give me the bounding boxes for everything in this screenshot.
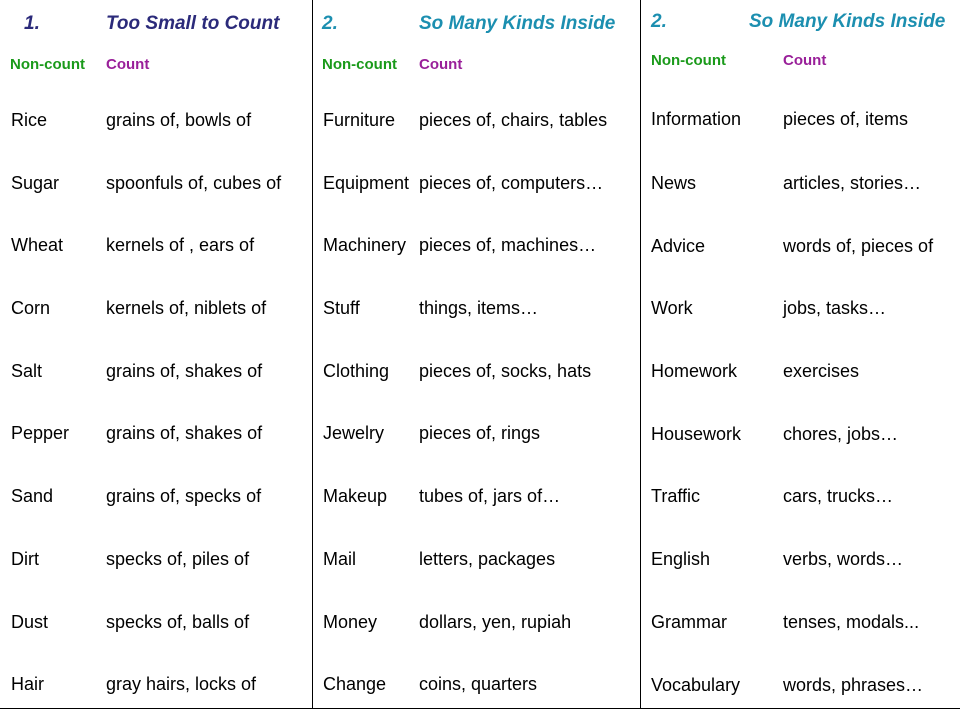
noncount-noun: Jewelry (323, 423, 385, 443)
count-expression: chores, jobs… (783, 424, 899, 444)
noncount-header: Non-count (322, 56, 397, 73)
count-expression: letters, packages (419, 549, 556, 569)
count-expression: verbs, words… (783, 549, 904, 569)
count-expression: things, items… (419, 298, 539, 318)
count-expression: pieces of, socks, hats (419, 361, 592, 381)
column-title: So Many Kinds Inside (749, 11, 946, 32)
count-expression: pieces of, items (783, 109, 909, 129)
table-row (313, 296, 640, 320)
table-row (0, 233, 312, 257)
count-header: Count (419, 56, 463, 73)
noncount-noun: Makeup (323, 486, 388, 506)
noncount-noun: Homework (651, 361, 738, 381)
noncount-noun: Furniture (323, 110, 396, 130)
count-expression: specks of, balls of (106, 612, 250, 632)
noncount-noun: Traffic (651, 486, 701, 506)
count-header: Count (106, 56, 150, 73)
table-row (641, 673, 960, 697)
column-number: 2. (322, 13, 338, 34)
table-row (0, 610, 312, 634)
count-expression: pieces of, rings (419, 423, 541, 443)
count-expression: coins, quarters (419, 674, 538, 694)
column-too-small-to-count (0, 0, 312, 708)
noncount-noun: Mail (323, 549, 357, 569)
table-row (641, 171, 960, 195)
table-row (0, 672, 312, 696)
table-row (641, 359, 960, 383)
count-expression: grains of, shakes of (106, 423, 263, 443)
noncount-noun: Grammar (651, 612, 727, 632)
table-row (313, 484, 640, 508)
noncount-noun: Salt (11, 361, 43, 381)
table-row (313, 233, 640, 257)
noncount-noun: Equipment (323, 173, 410, 193)
count-expression: kernels of, niblets of (106, 298, 267, 318)
noncount-header: Non-count (10, 56, 85, 73)
noncount-noun: Dirt (11, 549, 39, 569)
count-expression: specks of, piles of (106, 549, 250, 569)
count-expression: grains of, specks of (106, 486, 262, 506)
table-row (0, 108, 312, 132)
noncount-noun: Rice (11, 110, 48, 130)
noncount-noun: Vocabulary (651, 675, 741, 695)
count-expression: words of, pieces of (783, 236, 934, 256)
noncount-noun: Dust (11, 612, 49, 632)
noncount-noun: Change (323, 674, 387, 694)
table-row (313, 359, 640, 383)
table-row (313, 421, 640, 445)
noncount-noun: Stuff (323, 298, 360, 318)
table-row (641, 107, 960, 131)
table-row (0, 421, 312, 445)
count-expression: cars, trucks… (783, 486, 894, 506)
noncount-noun: Pepper (11, 423, 70, 443)
count-expression: tubes of, jars of… (419, 486, 561, 506)
noncount-noun: News (651, 173, 697, 193)
table-row (641, 234, 960, 258)
count-expression: tenses, modals... (783, 612, 920, 632)
count-expression: gray hairs, locks of (106, 674, 257, 694)
table-row (0, 296, 312, 320)
column-so-many-kinds-inside-b (640, 0, 960, 708)
noncount-noun: Corn (11, 298, 51, 318)
noncount-noun: Information (651, 109, 742, 129)
table-row (313, 171, 640, 195)
table-row (0, 171, 312, 195)
noncount-noun: Machinery (323, 235, 407, 255)
count-expression: kernels of , ears of (106, 235, 255, 255)
table-row (313, 672, 640, 696)
table-row (313, 610, 640, 634)
count-expression: pieces of, chairs, tables (419, 110, 608, 130)
column-number: 2. (651, 11, 667, 32)
table-row (0, 484, 312, 508)
noncount-noun: Advice (651, 236, 706, 256)
count-expression: articles, stories… (783, 173, 922, 193)
column-so-many-kinds-inside-a (312, 0, 640, 708)
noncount-noun: Clothing (323, 361, 390, 381)
noncount-header: Non-count (651, 52, 726, 69)
count-expression: spoonfuls of, cubes of (106, 173, 282, 193)
count-expression: jobs, tasks… (783, 298, 887, 318)
count-expression: pieces of, computers… (419, 173, 604, 193)
column-title: Too Small to Count (106, 13, 280, 34)
noncount-noun: English (651, 549, 711, 569)
noncount-noun: Wheat (11, 235, 64, 255)
noncount-noun: Housework (651, 424, 742, 444)
count-header: Count (783, 52, 827, 69)
noncount-noun: Sugar (11, 173, 60, 193)
count-expression: pieces of, machines… (419, 235, 597, 255)
table-row (641, 422, 960, 446)
table-row (313, 108, 640, 132)
noncount-noun: Sand (11, 486, 54, 506)
count-expression: words, phrases… (783, 675, 924, 695)
column-title: So Many Kinds Inside (419, 13, 616, 34)
noncount-noun: Work (651, 298, 693, 318)
table-row (0, 359, 312, 383)
table-row (641, 547, 960, 571)
count-expression: exercises (783, 361, 860, 381)
noncount-noun: Money (323, 612, 378, 632)
table-row (641, 484, 960, 508)
table-row (0, 547, 312, 571)
count-expression: grains of, shakes of (106, 361, 263, 381)
noncount-noun: Hair (11, 674, 45, 694)
column-number: 1. (24, 13, 40, 34)
table-row (313, 547, 640, 571)
table-row (641, 610, 960, 634)
count-expression: dollars, yen, rupiah (419, 612, 572, 632)
table-row (641, 296, 960, 320)
count-expression: grains of, bowls of (106, 110, 252, 130)
